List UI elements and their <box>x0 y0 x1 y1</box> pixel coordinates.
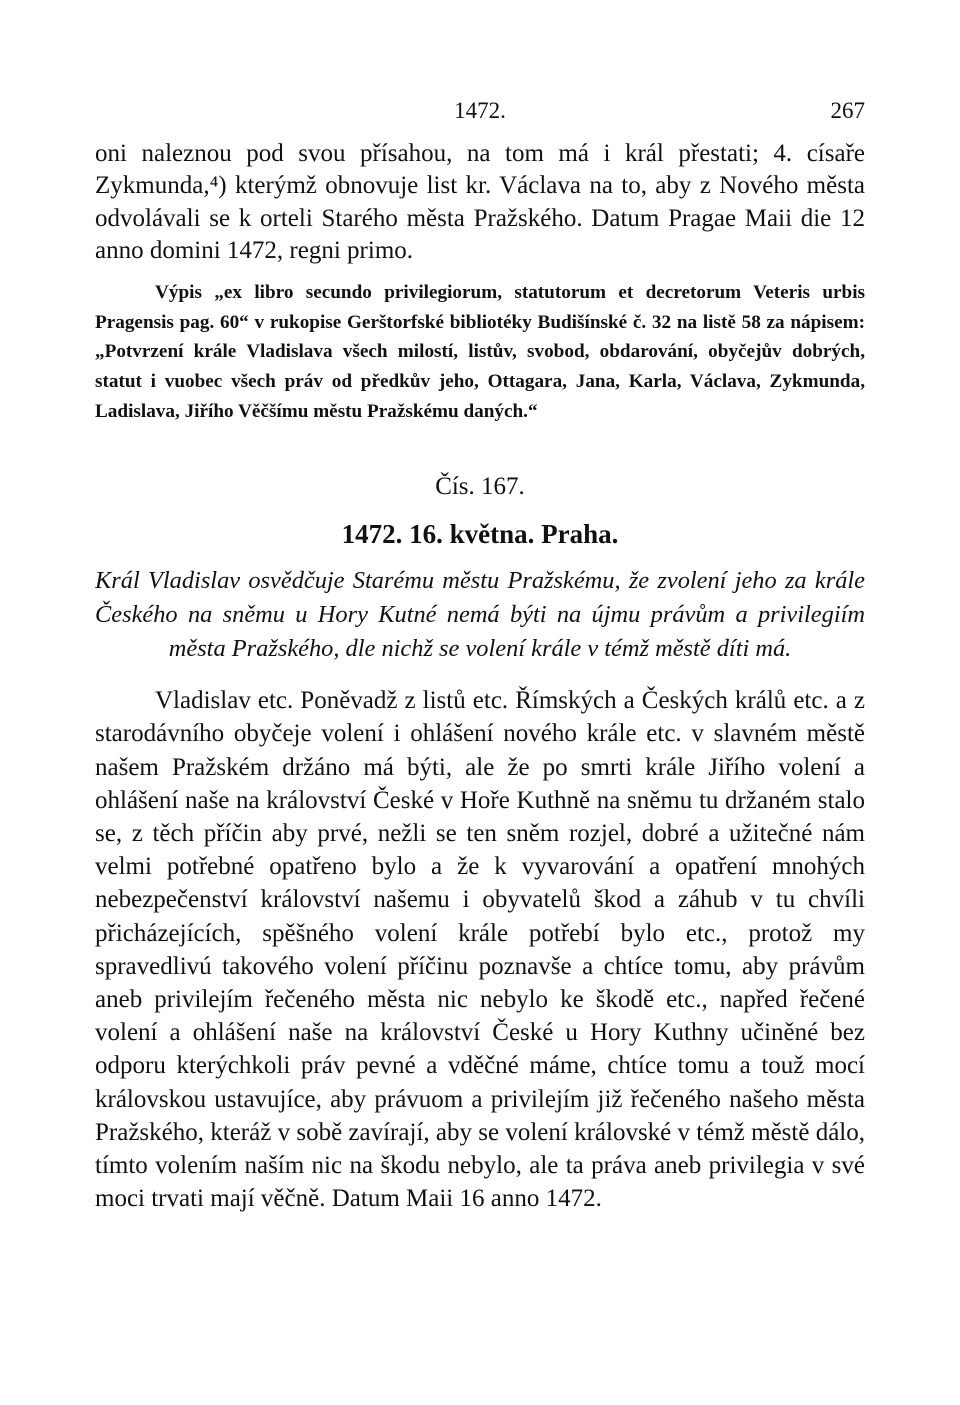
document-number: Čís. 167. <box>435 473 525 501</box>
running-head <box>95 98 865 138</box>
book-page <box>95 98 865 1215</box>
document-regest: Král Vladislav osvědčuje Starému městu Pražskému, že zvolení jeho za krále Českého na sněmu u Hory Kutné nemá býti na újmu právům a privilegiím města Pražského, dle nichž se volení krále v témž městě díti má. <box>95 567 865 663</box>
source-note: Výpis „ex libro secundo privilegiorum, statutorum et decretorum Veteris urbis Pragensis pag. 60“ v rukopise Gerštorfské bibliotéky Budišínské č. 32 na listě 58 za nápisem: „Potvrzení krále Vladislava všech milostí, listův, svobod, obdarování, obyčejův dobrých, statut i vuobec všech práv od předkův jeho, Ottagara, Jana, Karla, Václava, Zykmunda, Ladislava, Jiřího Věčšímu městu Pražskému daných.“ <box>95 282 865 422</box>
running-head-year: 1472. <box>454 98 506 123</box>
continuation-paragraph: oni naleznou pod svou přísahou, na tom má i král přestati; 4. císaře Zykmunda,⁴) kterýmž obnovuje list kr. Václava na to, aby z Nového města odvolávali se k orteli Starého města Pražského. Datum Pragae Maii die 12 anno domini 1472, regni primo. <box>95 140 865 264</box>
document-date: 1472. 16. května. Praha. <box>341 519 619 550</box>
document-text: Vladislav etc. Poněvadž z listů etc. Římských a Českých králů etc. a z starodávního obyčeje volení i ohlášení nového krále etc. v slavném městě našem Pražském držáno má býti, ale že po smrti krále Jiřího volení a ohlášení naše na království České v Hoře Kuthně na sněmu tu držaném stalo se, z těch příčin aby prvé, nežli se ten sněm rozjel, dobré a užitečné nám velmi potřebné opatřeno bylo a že k vyvarování a opatření mnohých nebezpečenství království našemu i obyvatelů škod a záhub v tu chvíli přicházejících, spěšného volení krále potřebí bylo etc., protož my spravedlivú takového volení příčinu poznavše a chtíce tomu, aby právům aneb privilejím řečeného města nic nebylo ke škodě etc., napřed řečené volení a ohlášení naše na království České u Hory Kuthny učiněné bez odporu kterýchkoli práv pevné a vděčné máme, chtíce tomu a touž mocí královskou ustavujíce, aby právuom a privilejím již řečeného našeho města Pražského, kteráž v sobě zavírají, aby se volení královské v témž městě dálo, tímto volením naším nic na škodu nebylo, ale ta práva aneb privilegia v své moci trvati mají věčně. Datum Maii 16 anno 1472. <box>95 687 865 1213</box>
page-number: 267 <box>830 98 865 123</box>
